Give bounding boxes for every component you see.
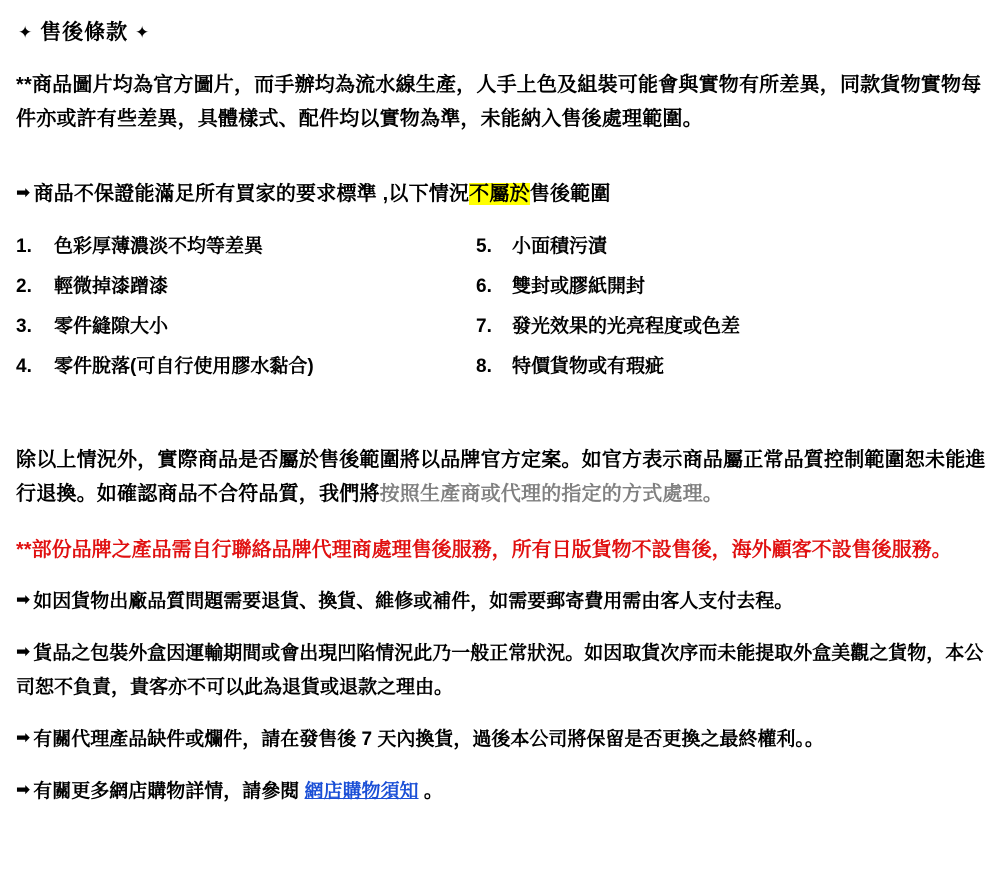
star-left-icon: ✦	[18, 23, 34, 42]
list-item	[476, 227, 986, 267]
final-bullet-before: 有關更多網店購物詳情，請參閱	[33, 781, 305, 802]
arrow-right-icon: ➡	[16, 728, 31, 747]
list-item-number: 3.	[16, 316, 32, 337]
list-item-label: 發光效果的光亮程度或色差	[512, 316, 741, 337]
list-item-label: 雙封或膠紙開封	[512, 276, 646, 297]
list-item-label: 色彩厚薄濃淡不均等差異	[54, 236, 264, 257]
list-item	[16, 267, 476, 307]
policy-paragraph-part1: 除以上情況外，實際商品是否屬於售後範圍將以品牌官方定案。如官方表示商品屬正常品質控制範圍恕未能進行退換。如確認商品不合符品質，我們將	[16, 449, 986, 505]
list-item-number: 2.	[16, 276, 32, 297]
list-item	[16, 347, 476, 387]
final-bullet-after: 。	[418, 781, 443, 802]
page-title	[18, 16, 986, 46]
policy-paragraph-part2: 按照生產商或代理的指定的方式處理。	[379, 483, 724, 505]
list-item	[476, 267, 986, 307]
exclusion-heading	[16, 176, 986, 211]
star-right-icon: ✦	[134, 23, 151, 42]
list-item-number: 1.	[16, 236, 32, 257]
list-item-number: 8.	[476, 356, 492, 377]
list-item	[476, 347, 986, 387]
shop-guide-link[interactable]: 網店購物須知	[304, 781, 419, 802]
list-item-label: 零件脫落(可自行使用膠水黏合)	[54, 356, 314, 377]
list-item	[16, 307, 476, 347]
bullet-item	[16, 635, 986, 705]
arrow-right-icon: ➡	[16, 642, 31, 661]
bullet-text: 如因貨物出廠品質問題需要退貨、換貨、維修或補件，如需要郵寄費用需由客人支付去程。	[33, 591, 794, 612]
arrow-right-icon: ➡	[16, 183, 31, 202]
red-notice: **部份品牌之產品需自行聯絡品牌代理商處理售後服務，所有日版貨物不設售後，海外顧客不設售後服務。	[16, 539, 952, 561]
list-item-number: 5.	[476, 236, 492, 257]
list-item	[16, 227, 476, 267]
exclusion-heading-highlight: 不屬於	[469, 183, 530, 205]
list-item-number: 7.	[476, 316, 492, 337]
bullet-item	[16, 721, 986, 757]
intro-paragraph: **商品圖片均為官方圖片，而手辦均為流水線生產，人手上色及組裝可能會與實物有所差異，同款貨物實物每件亦或許有些差異，具體樣式、配件均以實物為準，未能納入售後處理範圍。	[16, 74, 982, 130]
arrow-right-icon: ➡	[16, 590, 31, 609]
exclusion-heading-before: 商品不保證能滿足所有買家的要求標準 ,以下情況	[33, 183, 470, 205]
list-item-label: 輕微掉漆蹭漆	[54, 276, 169, 297]
list-item	[476, 307, 986, 347]
list-item-label: 零件縫隙大小	[54, 316, 169, 337]
page-title-text: 售後條款	[40, 21, 129, 44]
list-item-number: 4.	[16, 356, 32, 377]
policy-paragraph	[16, 443, 986, 511]
list-item-label: 特價貨物或有瑕疵	[512, 356, 665, 377]
list-item-number: 6.	[476, 276, 492, 297]
exclusion-heading-after: 售後範圍	[529, 183, 611, 205]
bullet-item	[16, 583, 986, 619]
bullet-item-final	[16, 773, 986, 809]
bullet-text: 有關代理產品缺件或爛件，請在發售後 7 天內換貨，過後本公司將保留是否更換之最終權利。。	[33, 729, 824, 750]
list-item-label: 小面積污漬	[512, 236, 608, 257]
bullet-text: 貨品之包裝外盒因運輸期間或會出現凹陷情況此乃一般正常狀況。如因取貨次序而未能提取外盒美觀之貨物，本公司恕不負責，貴客亦不可以此為退貨或退款之理由。	[16, 643, 984, 698]
arrow-right-icon: ➡	[16, 780, 31, 799]
exclusion-list	[16, 227, 986, 387]
